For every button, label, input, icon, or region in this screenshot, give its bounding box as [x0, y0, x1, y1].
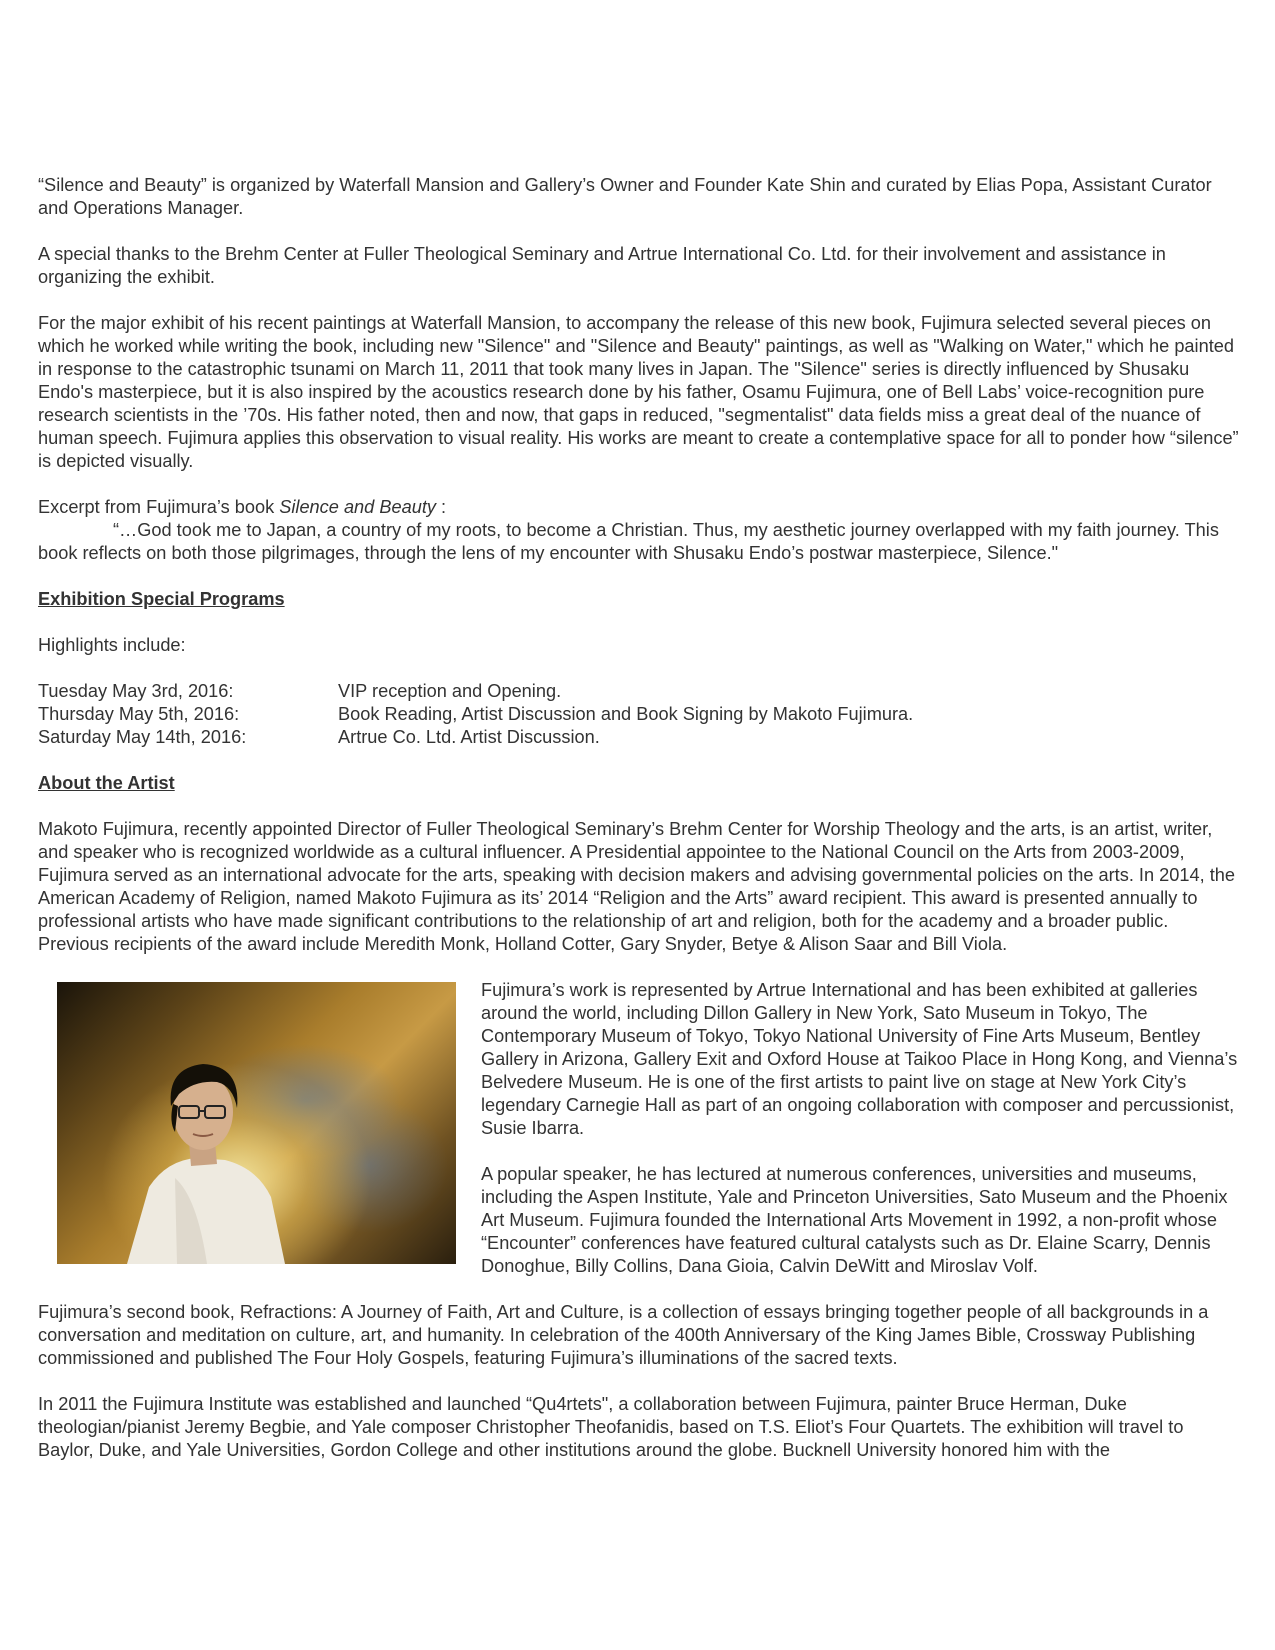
document-page	[38, 174, 1243, 1485]
artist-photo-section	[38, 979, 1243, 1278]
artist-bio-paragraph: Makoto Fujimura, recently appointed Director of Fuller Theological Seminary’s Brehm Center for Worship Theology and the arts, is an artist, writer, and speaker who is recognized worldwide as a cultural influencer. A Presidential appointee to the National Council on the Arts from 2003-2009, Fujimura served as an international advocate for the arts, speaking with decision makers and advising governmental policies on the arts. In 2014, the American Academy of Religion, named Makoto Fujimura as its’ 2014 “Religion and the Arts” award recipient. This award is presented annually to professional artists who have made significant contributions to the relationship of art and religion, both for the academy and a broader public. Previous recipients of the award include Meredith Monk, Holland Cotter, Gary Snyder, Betye & Alison Saar and Bill Viola.	[38, 819, 1236, 954]
thanks-paragraph: A special thanks to the Brehm Center at Fuller Theological Seminary and Artrue International Co. Ltd. for their involvement and assistance in organizing the exhibit.	[38, 244, 1166, 287]
artist-side-text	[481, 979, 1243, 1278]
speaker-paragraph: A popular speaker, he has lectured at numerous conferences, universities and museums, including the Aspen Institute, Yale and Princeton Universities, Sato Museum and the Phoenix Art Museum. Fujimura founded the International Arts Movement in 1992, a non-profit whose “Encounter” conferences have featured cultural catalysts such as Dr. Elaine Scarry, Dennis Donoghue, Billy Collins, Dana Gioia, Calvin DeWitt and Miroslav Volf.	[481, 1164, 1228, 1276]
institute-paragraph: In 2011 the Fujimura Institute was established and launched “Qu4rtets", a collaboration between Fujimura, painter Bruce Herman, Duke theologian/pianist Jeremy Begbie, and Yale composer Christopher Theofanidis, based on T.S. Eliot’s Four Quartets. The exhibition will travel to Baylor, Duke, and Yale Universities, Gordon College and other institutions around the globe. Bucknell University honored him with the	[38, 1394, 1184, 1460]
artist-heading: About the Artist	[38, 773, 175, 793]
schedule-row	[38, 703, 1243, 726]
excerpt-paragraph	[38, 496, 1243, 565]
excerpt-intro: Excerpt from Fujimura’s book	[38, 497, 280, 517]
organizers-paragraph: “Silence and Beauty” is organized by Waterfall Mansion and Gallery’s Owner and Founder Kate Shin and curated by Elias Popa, Assistant Curator and Operations Manager.	[38, 175, 1212, 218]
schedule-event: VIP reception and Opening.	[338, 681, 562, 701]
schedule-event: Artrue Co. Ltd. Artist Discussion.	[338, 727, 600, 747]
artist-portrait-photo	[57, 982, 456, 1264]
schedule-event: Book Reading, Artist Discussion and Book Signing by Makoto Fujimura.	[338, 704, 914, 724]
major-exhibit-paragraph: For the major exhibit of his recent paintings at Waterfall Mansion, to accompany the release of this new book, Fujimura selected several pieces on which he worked while writing the book, including new "Silence" and "Silence and Beauty" paintings, as well as "Walking on Water," which he painted in response to the catastrophic tsunami on March 11, 2011 that took many lives in Japan. The "Silence" series is directly influenced by Shusaku Endo's masterpiece, but it is also inspired by the acoustics research done by his father, Osamu Fujimura, one of Bell Labs’ voice-recognition pure research scientists in the ’70s. His father noted, then and now, that gaps in reduced, "segmentalist" data fields miss a great deal of the nuance of human speech. Fujimura applies this observation to visual reality. His works are meant to create a contemplative space for all to ponder how “silence” is depicted visually.	[38, 313, 1239, 471]
excerpt-intro-end: :	[435, 497, 447, 517]
excerpt-book-title: Silence and Beauty	[279, 497, 436, 517]
schedule-date: Saturday May 14th, 2016:	[38, 727, 247, 747]
excerpt-quote: “…God took me to Japan, a country of my roots, to become a Christian. Thus, my aesthetic journey overlapped with my faith journey. This book reflects on both those pilgrimages, through the lens of my encounter with Shusaku Endo’s postwar masterpiece, Silence."	[38, 520, 1219, 563]
represented-paragraph: Fujimura’s work is represented by Artrue International and has been exhibited at galleries around the world, including Dillon Gallery in New York, Sato Museum in Tokyo, The Contemporary Museum of Tokyo, Tokyo National University of Fine Arts Museum, Bentley Gallery in Arizona, Gallery Exit and Oxford House at Taikoo Place in Hong Kong, and Vienna’s Belvedere Museum. He is one of the first artists to paint live on stage at New York City’s legendary Carnegie Hall as part of an ongoing collaboration with composer and percussionist, Susie Ibarra.	[481, 980, 1238, 1138]
program-schedule	[38, 680, 1243, 749]
programs-intro: Highlights include:	[38, 635, 186, 655]
schedule-date: Tuesday May 3rd, 2016:	[38, 681, 234, 701]
schedule-row	[38, 726, 1243, 749]
programs-heading: Exhibition Special Programs	[38, 589, 285, 609]
artist-portrait-illustration	[57, 982, 456, 1264]
schedule-date: Thursday May 5th, 2016:	[38, 704, 240, 724]
second-book-paragraph: Fujimura’s second book, Refractions: A Journey of Faith, Art and Culture, is a collection of essays bringing together people of all backgrounds in a conversation and meditation on culture, art, and humanity. In celebration of the 400th Anniversary of the King James Bible, Crossway Publishing commissioned and published The Four Holy Gospels, featuring Fujimura’s illuminations of the sacred texts.	[38, 1302, 1209, 1368]
schedule-row	[38, 680, 1243, 703]
